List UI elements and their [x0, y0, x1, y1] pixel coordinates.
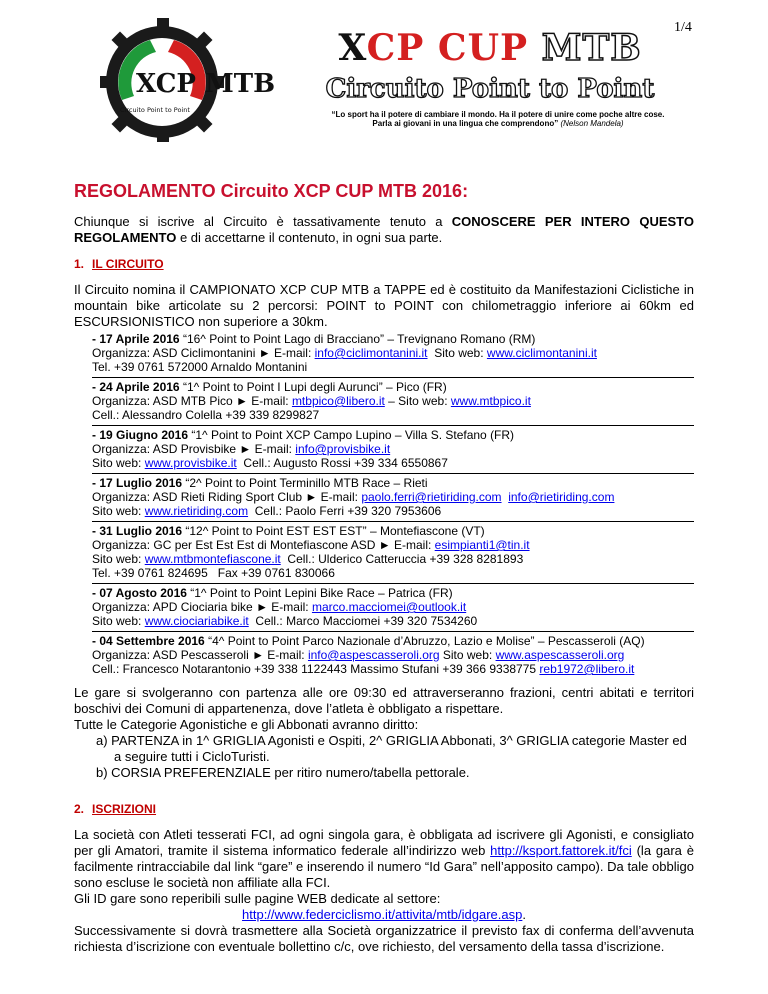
website-link[interactable]: www.ciclimontanini.it	[486, 346, 597, 360]
event-organizer: Organizza: ASD MTB Pico ► E-mail:	[92, 394, 292, 408]
registration-text: (la gara è facilmente rintracciabile dal link “gare” e inserendo il numero “Id Gara” nell’apposito campo). Da tale obbligo sono escluse le società non affiliate alla FCI.	[74, 843, 694, 890]
email-link[interactable]: info@aspescasseroli.org	[307, 648, 440, 662]
event-entry	[92, 522, 694, 584]
web-label: – Sito web:	[384, 394, 451, 408]
event-name: “1^ Point to Point I Lupi degli Aurunci” – Pico (FR)	[179, 380, 447, 394]
web-label: Sito web:	[92, 552, 145, 566]
event-name: “1^ Point to Point Lepini Bike Race – Patrica (FR)	[186, 586, 453, 600]
event-entry	[92, 474, 694, 522]
event-entry	[92, 426, 694, 474]
event-date: - 04 Settembre 2016	[92, 634, 205, 648]
brand-title-mtb: MTB	[541, 27, 642, 69]
event-name: “16^ Point to Point Lago di Bracciano” – Trevignano Romano (RM)	[179, 332, 536, 346]
svg-text:XCP MTB: XCP MTB	[136, 69, 276, 99]
web-label: Sito web:	[92, 456, 145, 470]
event-organizer: Organizza: APD Ciociaria bike ► E-mail:	[92, 600, 312, 614]
quote-line: “Lo sport ha il potere di cambiare il mondo. Ha il potere di unire come poche altre cose.	[331, 110, 665, 119]
event-contact: Cell.: Marco Macciomei +39 320 7534260	[248, 614, 478, 628]
section-label: IL CIRCUITO	[92, 257, 164, 271]
section-number: 2.	[74, 802, 85, 816]
event-date: - 07 Agosto 2016	[92, 586, 187, 600]
email-link[interactable]: esimpianti1@tin.it	[434, 538, 530, 552]
web-label: Sito web:	[439, 648, 496, 662]
rights-list	[74, 733, 694, 781]
federciclismo-link[interactable]: http://www.federciclismo.it/attivita/mtb/idgare.asp	[242, 907, 523, 922]
intro-bold: CONOSCERE PER INTERO QUESTO REGOLAMENTO	[74, 214, 694, 245]
race-info-paragraph: Le gare si svolgeranno con partenza alle ore 09:30 ed attraverseranno frazioni, centri abitati e territori boschivi dei Comuni di appartenenza, dove l’atleta è obbligato a rispettare.	[74, 685, 694, 716]
fax-paragraph: Successivamente si dovrà trasmettere alla Società organizzatrice il previsto fax di conferma dell’avvenuta richiesta d’iscrizione con eventuale bollettino c/c, ove richiesto, del versamento della tassa d’iscrizione.	[74, 923, 694, 954]
event-date: - 19 Giugno 2016	[92, 428, 189, 442]
email-link[interactable]: marco.macciomei@outlook.it	[311, 600, 467, 614]
circuit-description: Il Circuito nomina il CAMPIONATO XCP CUP MTB a TAPPE ed è costituito da Manifestazioni Ciclistiche in mountain bike articolate su 2 percorsi: POINT to POINT con chilometraggio inferiore ai 60km ed ESCURSIONISTICO non superiore a 30km.	[74, 282, 694, 329]
intro-text: e di accettarne il contenuto, in ogni sua parte.	[176, 230, 443, 245]
registration-paragraph	[74, 827, 694, 891]
brand-title	[290, 28, 690, 68]
web-label: Sito web:	[92, 504, 145, 518]
event-organizer: Organizza: ASD Pescasseroli ► E-mail:	[92, 648, 308, 662]
web-label: Sito web:	[427, 346, 487, 360]
event-contact: Tel. +39 0761 572000 Arnaldo Montanini	[92, 360, 308, 374]
id-gare-paragraph: Gli ID gare sono reperibili sulle pagine WEB dedicate al settore:	[74, 891, 441, 906]
website-link[interactable]: www.provisbike.it	[144, 456, 237, 470]
event-contact: Cell.: Augusto Rossi +39 334 6550867	[236, 456, 448, 470]
website-link[interactable]: www.ciociariabike.it	[144, 614, 249, 628]
event-entry	[92, 584, 694, 632]
section-number: 1.	[74, 257, 85, 271]
event-contact: Cell.: Ulderico Catteruccia +39 328 8281893	[280, 552, 524, 566]
event-contact: Cell.: Paolo Ferri +39 320 7953606	[248, 504, 442, 518]
mandela-quote	[308, 110, 688, 128]
event-contact: Cell.: Francesco Notarantonio +39 338 1122443 Massimo Stufani +39 366 9338775	[92, 662, 540, 676]
ksport-link[interactable]: http://ksport.fattorek.it/fci	[490, 843, 632, 858]
email-link[interactable]: paolo.ferri@rietiriding.com	[361, 490, 502, 504]
event-entry	[92, 632, 694, 679]
intro-paragraph	[74, 214, 694, 246]
event-name: “4^ Point to Point Parco Nazionale d’Abruzzo, Lazio e Molise” – Pescasseroli (AQ)	[204, 634, 645, 648]
email-link[interactable]: reb1972@libero.it	[539, 662, 635, 676]
categories-paragraph: Tutte le Categorie Agonistiche e gli Abbonati avranno diritto:	[74, 717, 419, 732]
list-item: a) PARTENZA in 1^ GRIGLIA Agonisti e Ospiti, 2^ GRIGLIA Abbonati, 3^ GRIGLIA categorie Master ed a seguire tutti i CicloTuristi.	[96, 733, 687, 764]
section-heading-circuito	[74, 256, 694, 272]
quote-author: (Nelson Mandela)	[560, 119, 624, 128]
brand-subtitle: Circuito Point to Point	[325, 74, 655, 104]
event-date: - 24 Aprile 2016	[92, 380, 180, 394]
svg-text:Circuito Point to Point: Circuito Point to Point	[120, 106, 190, 114]
website-link[interactable]: www.aspescasseroli.org	[495, 648, 625, 662]
quote-line: Parla ai giovani in una lingua che comprendono”	[372, 119, 559, 128]
brand-title-cp: CP	[366, 27, 425, 69]
brand-title-cup: CUP	[437, 27, 529, 69]
event-entry	[92, 330, 694, 378]
web-label: Sito web:	[92, 614, 145, 628]
event-name: “2^ Point to Point Terminillo MTB Race – Rieti	[182, 476, 428, 490]
document-title: REGOLAMENTO Circuito XCP CUP MTB 2016:	[74, 181, 469, 201]
intro-text: Chiunque si iscrive al Circuito è tassativamente tenuto a	[74, 214, 452, 229]
registration-text: La società con Atleti tesserati FCI, ad ogni singola gara, è obbligata ad iscrivere gli Agonisti, e consigliato per gli Amatori, tramite il sistema informatico federale all’indirizzo web	[74, 827, 694, 858]
section-heading-iscrizioni	[74, 801, 694, 817]
website-link[interactable]: www.rietiriding.com	[144, 504, 249, 518]
list-item: b) CORSIA PREFERENZIALE per ritiro numero/tabella pettorale.	[96, 765, 470, 780]
xcp-logo	[100, 16, 276, 144]
event-name: “12^ Point to Point EST EST EST” – Montefiascone (VT)	[182, 524, 485, 538]
page-number: 1/4	[674, 20, 692, 35]
event-organizer: Organizza: ASD Rieti Riding Sport Club ► E-mail:	[92, 490, 362, 504]
event-date: - 17 Luglio 2016	[92, 476, 183, 490]
event-entry	[92, 378, 694, 426]
event-organizer: Organizza: GC per Est Est Est di Montefiascone ASD ► E-mail:	[92, 538, 435, 552]
email-link[interactable]: mtbpico@libero.it	[291, 394, 385, 408]
website-link[interactable]: www.mtbpico.it	[450, 394, 531, 408]
event-name: “1^ Point to Point XCP Campo Lupino – Villa S. Stefano (FR)	[188, 428, 515, 442]
email-link[interactable]: info@rietiriding.com	[508, 490, 615, 504]
email-link[interactable]: info@provisbike.it	[295, 442, 391, 456]
link-tail: .	[522, 907, 526, 922]
website-link[interactable]: www.mtbmontefiascone.it	[144, 552, 281, 566]
brand-title-x: X	[338, 27, 367, 69]
federciclismo-link-line	[74, 907, 694, 923]
event-date: - 17 Aprile 2016	[92, 332, 180, 346]
event-contact: Tel. +39 0761 824695 Fax +39 0761 830066	[92, 566, 335, 580]
brand-header	[290, 28, 690, 104]
event-contact: Cell.: Alessandro Colella +39 339 8299827	[92, 408, 320, 422]
event-date: - 31 Luglio 2016	[92, 524, 183, 538]
document-body	[74, 180, 694, 955]
email-link[interactable]: info@ciclimontanini.it	[314, 346, 428, 360]
section-label: ISCRIZIONI	[92, 802, 157, 816]
event-organizer: Organizza: ASD Provisbike ► E-mail:	[92, 442, 296, 456]
event-organizer: Organizza: ASD Ciclimontanini ► E-mail:	[92, 346, 315, 360]
